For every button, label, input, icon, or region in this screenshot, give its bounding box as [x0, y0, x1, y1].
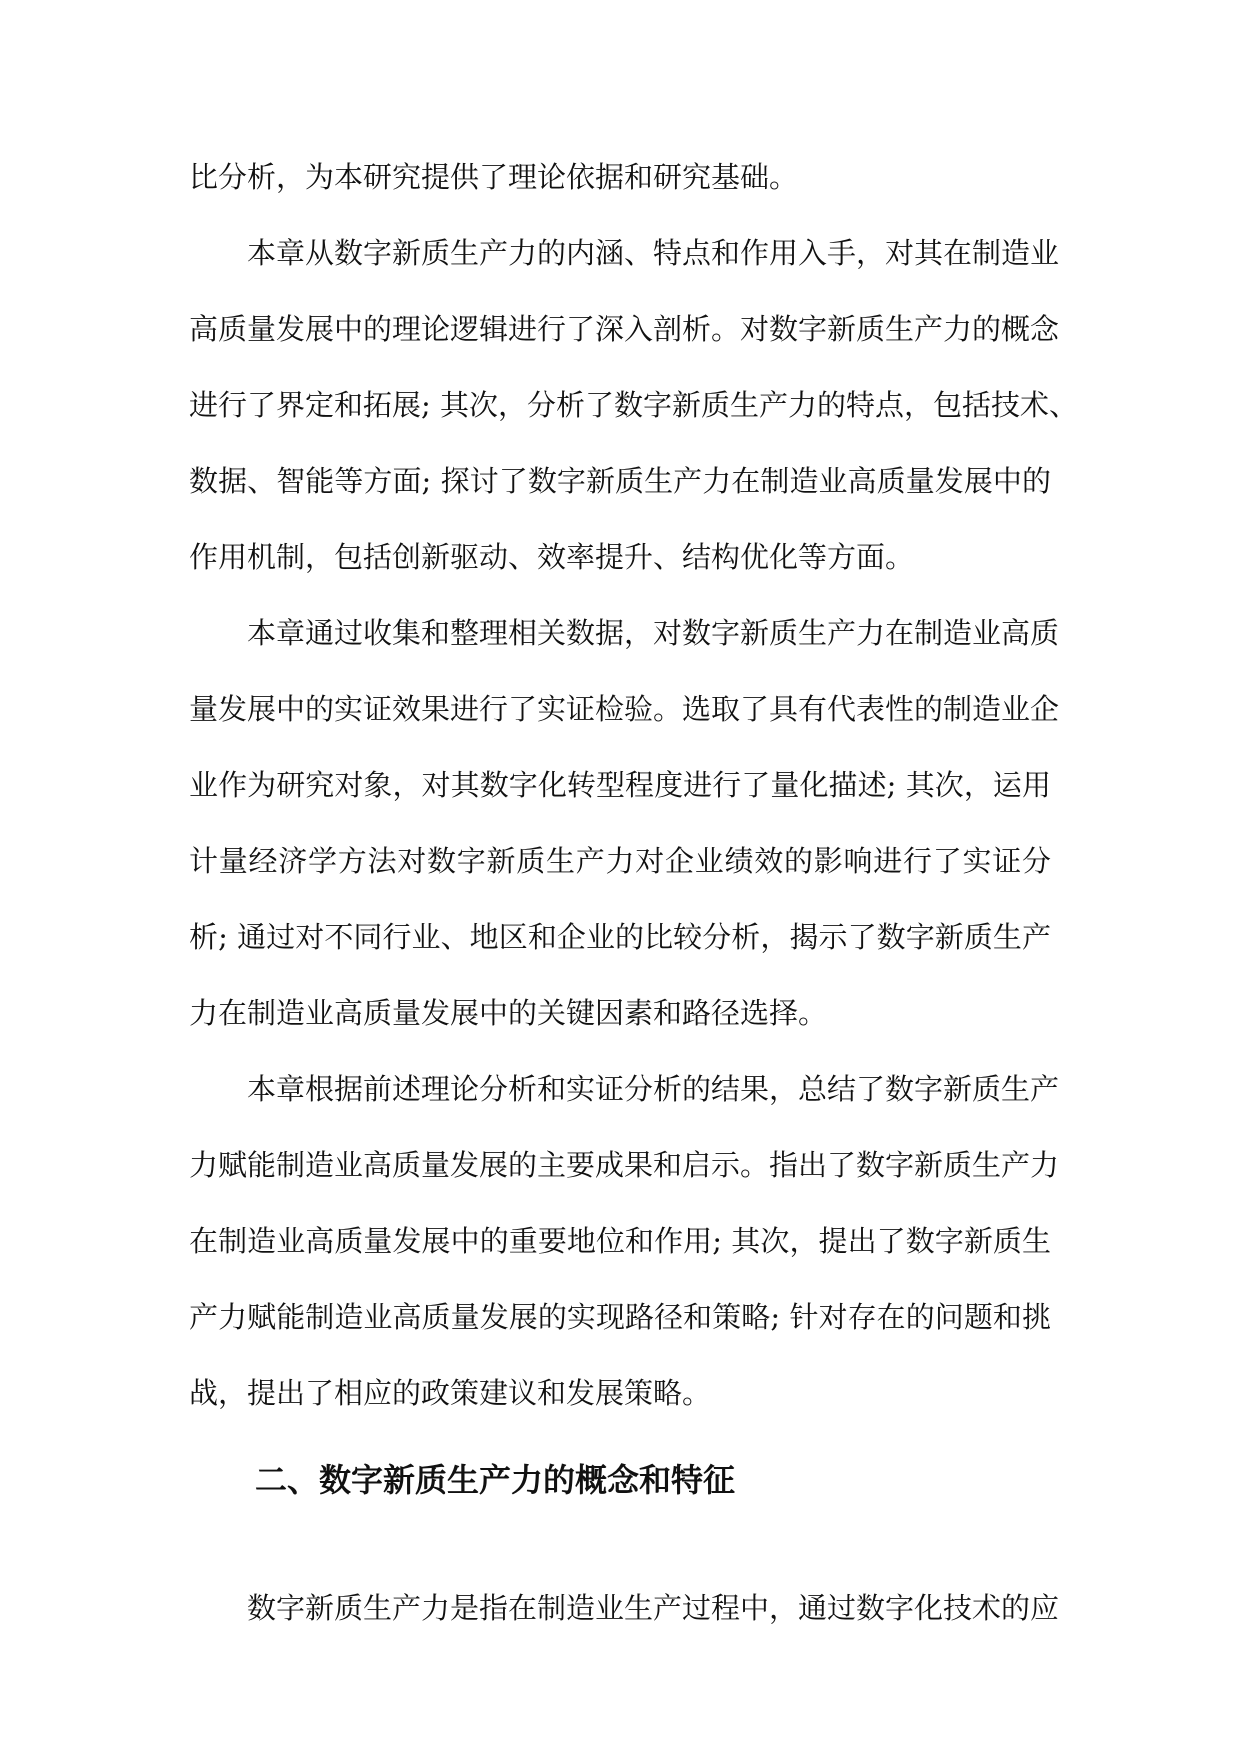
document-body	[189, 139, 1078, 1431]
text-line: 计量经济学方法对数字新质生产力对企业绩效的影响进行了实证分	[189, 844, 1051, 878]
section-heading: 二、数字新质生产力的概念和特征	[255, 1461, 736, 1499]
text-line: 数字新质生产力是指在制造业生产过程中，通过数字化技术的应	[247, 1591, 1060, 1625]
paragraph-empirical	[189, 595, 1060, 1051]
text-line: 本章从数字新质生产力的内涵、特点和作用入手，对其在制造业	[247, 236, 1060, 270]
text-line: 业作为研究对象，对其数字化转型程度进行了量化描述; 其次，运用	[189, 768, 1051, 802]
text-line: 力赋能制造业高质量发展的主要成果和启示。指出了数字新质生产力	[189, 1148, 1060, 1182]
text-line: 量发展中的实证效果进行了实证检验。选取了具有代表性的制造业企	[189, 692, 1060, 726]
paragraph-continuation	[189, 139, 1051, 215]
text-line: 进行了界定和拓展; 其次，分析了数字新质生产力的特点，包括技术、	[189, 388, 1078, 422]
text-line: 力在制造业高质量发展中的关键因素和路径选择。	[189, 996, 828, 1030]
text-line: 本章根据前述理论分析和实证分析的结果，总结了数字新质生产	[247, 1072, 1060, 1106]
text-line: 本章通过收集和整理相关数据，对数字新质生产力在制造业高质	[247, 616, 1060, 650]
text-line: 高质量发展中的理论逻辑进行了深入剖析。对数字新质生产力的概念	[189, 312, 1060, 346]
paragraph-theory	[189, 215, 1078, 595]
text-line: 数据、智能等方面; 探讨了数字新质生产力在制造业高质量发展中的	[189, 464, 1051, 498]
text-line: 作用机制，包括创新驱动、效率提升、结构优化等方面。	[189, 540, 915, 574]
text-line: 比分析，为本研究提供了理论依据和研究基础。	[189, 160, 799, 194]
text-line: 在制造业高质量发展中的重要地位和作用; 其次，提出了数字新质生	[189, 1224, 1051, 1258]
text-line: 析; 通过对不同行业、地区和企业的比较分析，揭示了数字新质生产	[189, 920, 1051, 954]
text-line: 战，提出了相应的政策建议和发展策略。	[189, 1376, 712, 1410]
paragraph-conclusion	[189, 1051, 1060, 1431]
text-line: 产力赋能制造业高质量发展的实现路径和策略; 针对存在的问题和挑	[189, 1300, 1051, 1334]
